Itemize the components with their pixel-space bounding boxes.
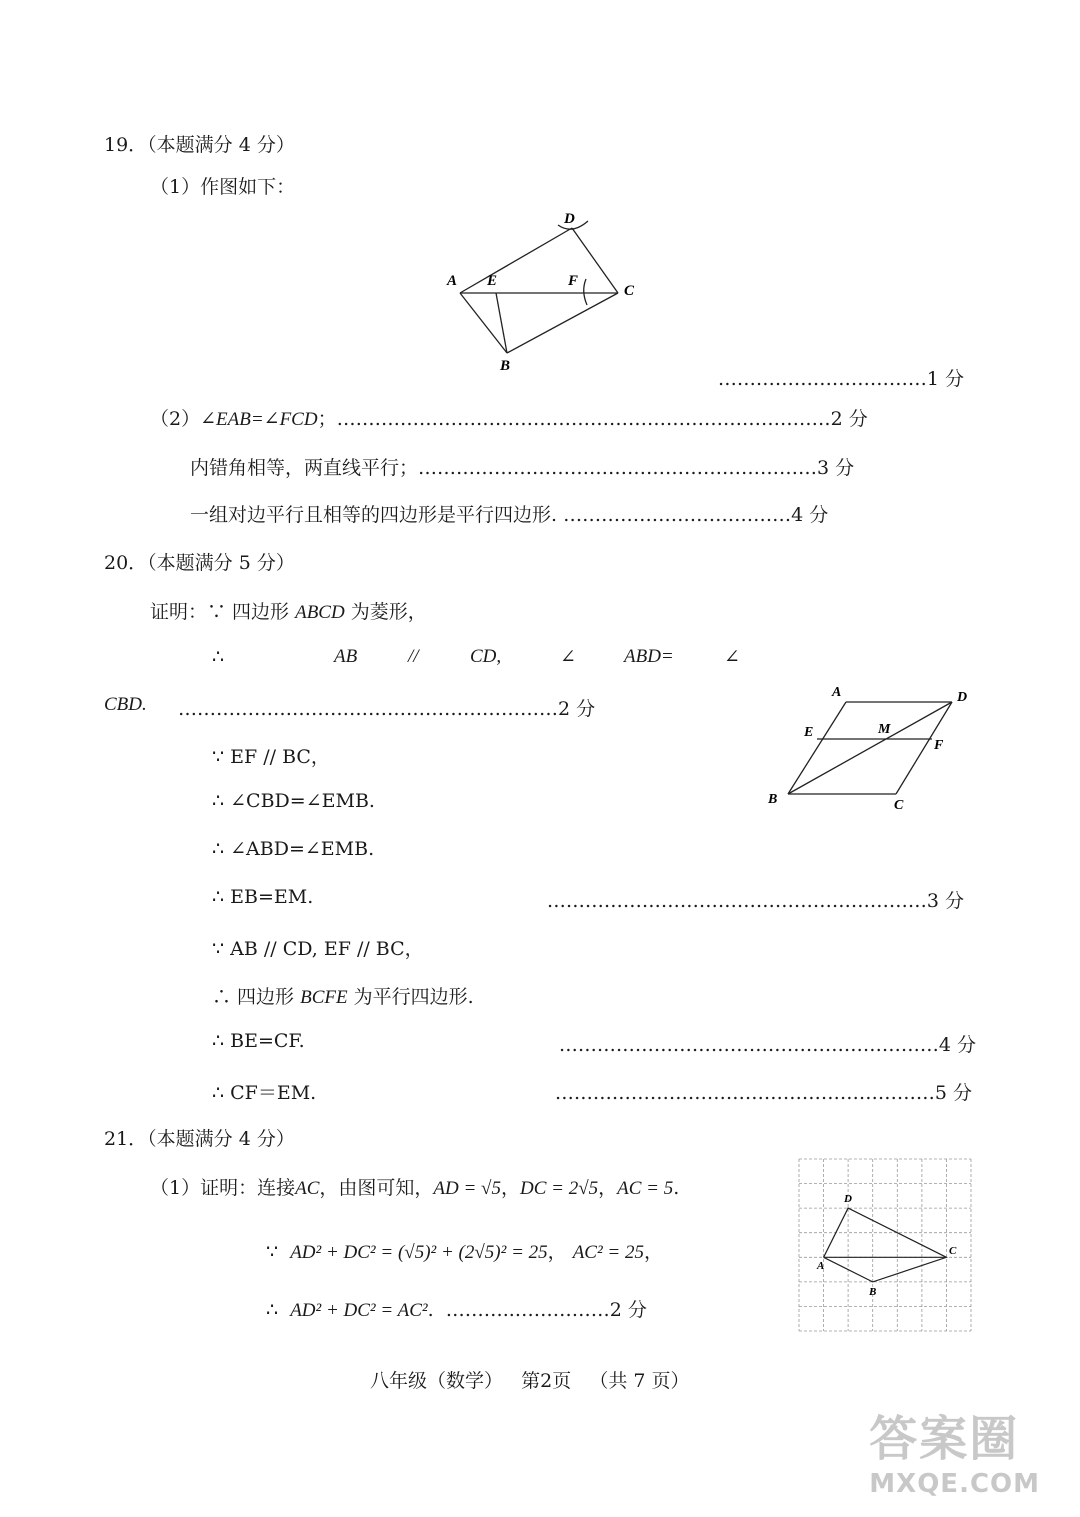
q21-part1: （1）证明：连接AC，由图可知，AD = √5，DC = 2√5，AC = 5. [150,1177,680,1199]
q20-label-e: E [804,725,814,740]
q21-line-2: ∵ AD² + DC² = (√5)² + (2√5)² = 25， AC² = 25， [266,1241,664,1263]
q20-label-b: B [768,792,778,807]
q20-line-8: ∴ 四边形 BCFE 为平行四边形. [212,986,474,1008]
q19-line-2: 内错角相等，两直线平行；………………………………………………………3 分 [190,457,855,479]
q19-label-c: C [624,283,635,299]
q20-angle-2: ∠ [724,646,740,668]
q19-label-d: D [564,211,575,227]
q20-line-4: ∴ ∠CBD=∠EMB. [212,790,375,812]
q20-label-f: F [934,738,944,753]
watermark-url: MXQE.COM [869,1469,1040,1499]
q20-parallel: // [408,646,419,667]
q20-ab: AB [334,646,358,667]
q20-header: 20．（本题满分 5 分） [104,552,295,574]
q20-proof-line: 证明：∵ 四边形 ABCD 为菱形， [150,601,427,623]
q20-angle-1: ∠ [560,646,576,668]
q19-part1: （1）作图如下： [150,176,296,198]
q21-grid-figure [795,1155,975,1335]
q19-figure [440,205,660,375]
q20-therefore-1: ∴ [212,646,225,668]
q20-abd: ABD= [624,646,674,667]
q21-label-c: C [949,1245,957,1257]
q20-line-7: ∵ AB // CD, EF // BC， [212,938,424,960]
q20-score-3: ……………………………………………………3 分 [546,890,964,912]
q19-header: 19．（本题满分 4 分） [104,134,295,156]
q20-score-2: ……………………………………………………2 分 [178,698,596,720]
q19-line-3: 一组对边平行且相等的四边形是平行四边形. ………………………………4 分 [190,504,829,526]
q20-label-c: C [894,798,904,813]
q20-label-a: A [832,685,842,700]
q20-line-10: ∴ CF＝EM. [212,1082,317,1104]
q19-score-1: ……………………………1 分 [717,368,964,390]
q20-cd: CD, [470,646,502,667]
q21-label-a: A [817,1260,825,1272]
watermark-logo: 答案圈 [869,1411,1020,1467]
q19-part2: （2）∠EAB=∠FCD；……………………………………………………………………2 分 [150,408,868,430]
q19-label-b: B [500,358,511,374]
q19-label-f: F [568,273,579,289]
q19-label-a: A [447,273,458,289]
q20-figure [762,684,982,814]
watermark [869,1400,1040,1499]
q20-line-5: ∴ ∠ABD=∠EMB. [212,838,375,860]
q20-cbd: CBD. [104,694,147,715]
footer-page-info: 八年级（数学） 第2页 （共 7 页） [370,1370,690,1392]
q21-line-3: ∴ AD² + DC² = AC². ………..……………2 分 [266,1299,647,1321]
q20-score-5: ……………………………………………………5 分 [554,1082,972,1104]
q21-header: 21．（本题满分 4 分） [104,1128,295,1150]
q20-line-3: ∵ EF // BC， [212,746,330,768]
q20-score-4: ……………………………………………………4 分 [558,1034,976,1056]
q20-label-m: M [878,722,891,737]
q20-line-6: ∴ EB=EM. [212,886,314,908]
q19-label-e: E [487,273,498,289]
q21-label-b: B [869,1286,877,1298]
q20-label-d: D [957,690,968,705]
q20-line-9: ∴ BE=CF. [212,1030,305,1052]
q21-label-d: D [844,1193,852,1205]
